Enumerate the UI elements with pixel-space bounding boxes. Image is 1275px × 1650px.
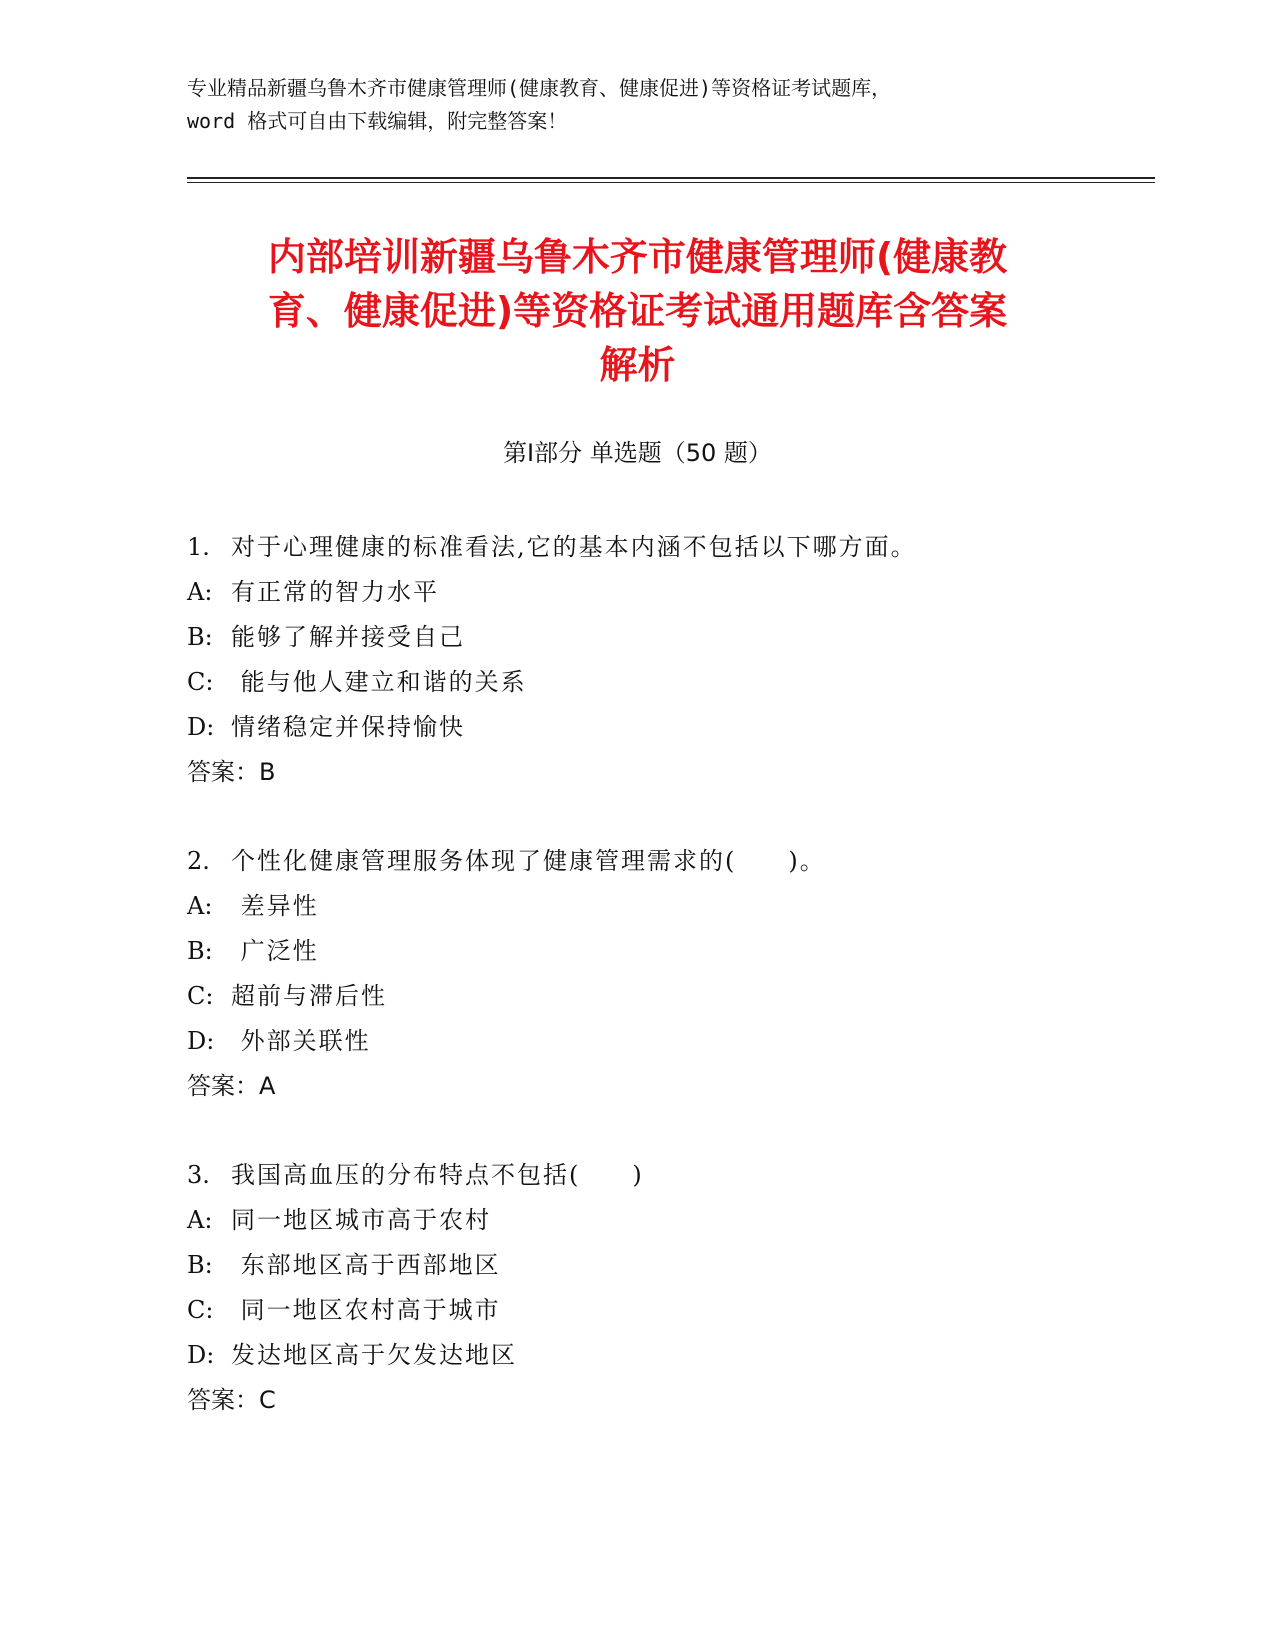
document-title-line-3: 解析	[599, 343, 676, 387]
option-a	[187, 884, 1137, 929]
option-key: C:	[187, 982, 214, 1010]
option-key: B:	[187, 623, 213, 651]
option-key: A:	[187, 892, 213, 920]
answer: 答案：B	[187, 758, 276, 786]
question-text: 我国高血压的分布特点不包括( )	[231, 1161, 644, 1189]
option-text: 能与他人建立和谐的关系	[231, 668, 527, 696]
question-text: 个性化健康管理服务体现了健康管理需求的( )。	[231, 847, 826, 875]
option-text: 东部地区高于西部地区	[231, 1251, 501, 1279]
option-d	[187, 1333, 1137, 1378]
option-text: 外部关联性	[231, 1027, 371, 1055]
option-text: 同一地区农村高于城市	[231, 1296, 501, 1324]
option-d	[187, 1019, 1137, 1064]
option-text: 同一地区城市高于农村	[231, 1206, 491, 1234]
option-key: A:	[187, 578, 213, 606]
option-a	[187, 570, 1137, 615]
question-stem	[187, 1153, 1137, 1198]
option-a	[187, 1198, 1137, 1243]
option-text: 超前与滞后性	[231, 982, 387, 1010]
header-divider-thin	[187, 182, 1155, 183]
option-key: C:	[187, 668, 214, 696]
question-2	[187, 839, 1137, 1109]
option-text: 差异性	[231, 892, 319, 920]
question-number: 2.	[187, 847, 210, 875]
option-key: B:	[187, 937, 213, 965]
option-b	[187, 615, 1137, 660]
option-text: 有正常的智力水平	[231, 578, 439, 606]
header-note-line-1: 专业精品新疆乌鲁木齐市健康管理师(健康教育、健康促进)等资格证考试题库，	[187, 76, 892, 100]
question-1	[187, 525, 1137, 795]
question-number: 1.	[187, 533, 210, 561]
option-text: 发达地区高于欠发达地区	[231, 1341, 517, 1369]
answer: 答案：C	[187, 1386, 276, 1414]
document-title-line-2: 育、健康促进)等资格证考试通用题库含答案	[267, 289, 1008, 333]
question-number: 3.	[187, 1161, 210, 1189]
option-key: D:	[187, 1341, 215, 1369]
section-title: 第Ⅰ部分 单选题（50 题）	[503, 439, 772, 467]
header-note-line-2: word 格式可自由下载编辑，附完整答案！	[187, 109, 568, 133]
question-list	[187, 525, 1137, 1467]
header-divider-thick	[187, 177, 1155, 179]
document-title	[160, 230, 1115, 392]
option-c	[187, 1288, 1137, 1333]
option-c	[187, 974, 1137, 1019]
question-text: 对于心理健康的标准看法,它的基本内涵不包括以下哪方面。	[231, 533, 917, 561]
option-text: 情绪稳定并保持愉快	[231, 713, 465, 741]
option-c	[187, 660, 1137, 705]
option-b	[187, 929, 1137, 974]
document-title-line-1: 内部培训新疆乌鲁木齐市健康管理师(健康教	[267, 235, 1008, 279]
option-key: B:	[187, 1251, 213, 1279]
option-text: 广泛性	[231, 937, 319, 965]
question-3	[187, 1153, 1137, 1423]
header-note	[187, 72, 1087, 138]
question-stem	[187, 839, 1137, 884]
option-key: C:	[187, 1296, 214, 1324]
option-b	[187, 1243, 1137, 1288]
option-key: A:	[187, 1206, 213, 1234]
option-text: 能够了解并接受自己	[231, 623, 465, 651]
option-d	[187, 705, 1137, 750]
question-stem	[187, 525, 1137, 570]
option-key: D:	[187, 713, 215, 741]
answer: 答案：A	[187, 1072, 276, 1100]
option-key: D:	[187, 1027, 215, 1055]
